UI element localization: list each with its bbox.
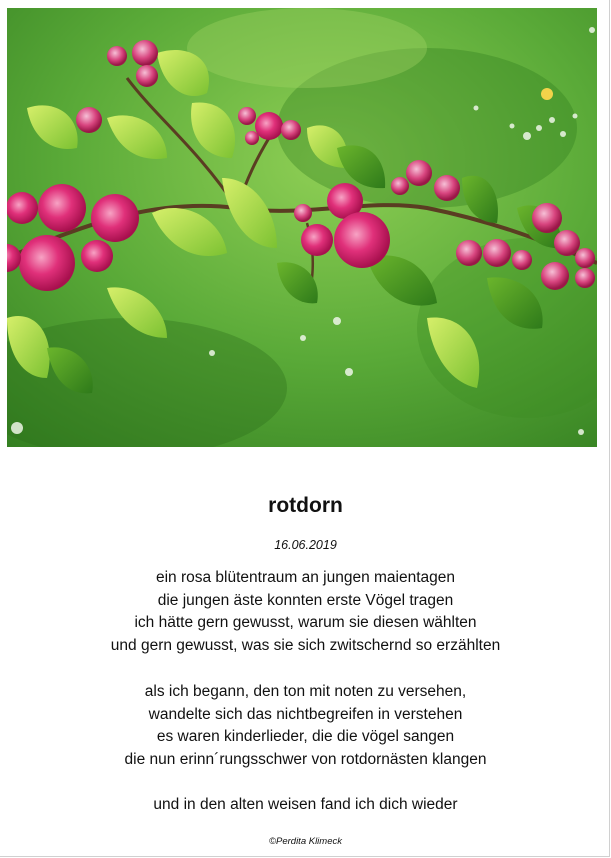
poem-title: rotdorn [268,494,343,517]
hawthorn-photo [7,8,597,447]
copyright-notice: ©Perdita Klimeck [269,836,342,847]
stanza-3 [0,794,611,817]
poem-line: die jungen äste konnten erste Vögel tragen [157,591,454,609]
poem-line: ich hätte gern gewusst, warum sie diesen wählten [134,614,477,632]
stanza-2 [0,681,611,772]
poem-line: die nun erinn´rungsschwer von rotdornästen klangen [124,751,487,769]
poem-line: wandelte sich das nichtbegreifen in verstehen [148,705,463,723]
stanza-1 [0,567,611,658]
poem-line: als ich begann, den ton mit noten zu versehen, [144,683,467,700]
poem-line: es waren kinderlieder, die die vögel sangen [156,728,455,746]
poem-line: und gern gewusst, was sie sich zwitschernd so erzählten [110,637,501,655]
poem-line: und in den alten weisen fand ich dich wieder [153,796,458,813]
poem-date: 16.06.2019 [274,538,337,552]
poem-line: ein rosa blütentraum an jungen maientagen [155,569,455,586]
